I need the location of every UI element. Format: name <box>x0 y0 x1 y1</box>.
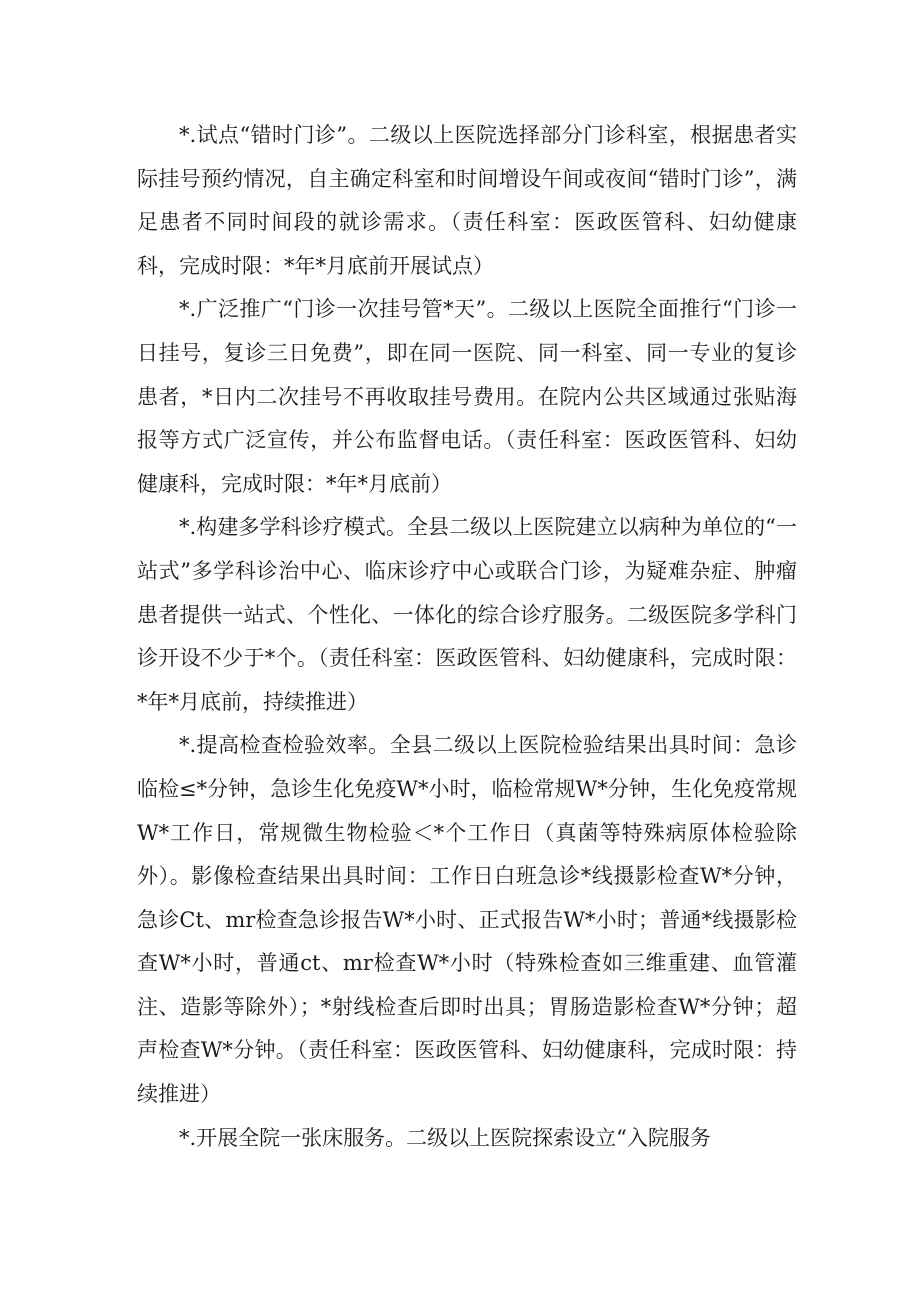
paragraph-exam-efficiency: *.提高检查检验效率。全县二级以上医院检验结果出具时间：急诊临检≤*分钟，急诊生化免疫W*小时，临检常规W*分钟，生化免疫常规W*工作日，常规微生物检验＜*个工作日（真菌等特殊病原体检验除外）。影像检查结果出具时间：工作日白班急诊*线摄影检查W*分钟，急诊Ct、mr检查急诊报告W*小时、正式报告W*小时；普通*线摄影检查W*小时，普通ct、mr检查W*小时（特殊检查如三维重建、血管灌注、造影等除外）；*射线检查后即时出具；胃肠造影检查W*分钟；超声检查W*分钟。（责任科室：医政医管科、妇幼健康科，完成时限：持续推进） <box>137 733 797 1107</box>
paragraph-one-registration: *.广泛推广“门诊一次挂号管*天”。二级以上医院全面推行“门诊一日挂号，复诊三日免费”，即在同一医院、同一科室、同一专业的复诊患者，*日内二次挂号不再收取挂号费用。在院内公共区域通过张贴海报等方式广泛宣传，并公布监督电话。（责任科室：医政医管科、妇幼健康科，完成时限：*年*月底前） <box>137 297 797 496</box>
paragraph-staggered-clinic: *.试点“错时门诊”。二级以上医院选择部分门诊科室，根据患者实际挂号预约情况，自主确定科室和时间增设午间或夜间“错时门诊”，满足患者不同时间段的就诊需求。（责任科室：医政医管科、妇幼健康科，完成时限：*年*月底前开展试点） <box>137 123 797 278</box>
document-body <box>137 114 797 1160</box>
paragraph-one-bed-service: *.开展全院一张床服务。二级以上医院探索设立“入院服务 <box>179 1125 711 1150</box>
paragraph-multidisciplinary: *.构建多学科诊疗模式。全县二级以上医院建立以病种为单位的“一站式”多学科诊治中心、临床诊疗中心或联合门诊，为疑难杂症、肿瘤患者提供一站式、个性化、一体化的综合诊疗服务。二级医院多学科门诊开设不少于*个。（责任科室：医政医管科、妇幼健康科，完成时限：*年*月底前，持续推进） <box>137 515 797 714</box>
